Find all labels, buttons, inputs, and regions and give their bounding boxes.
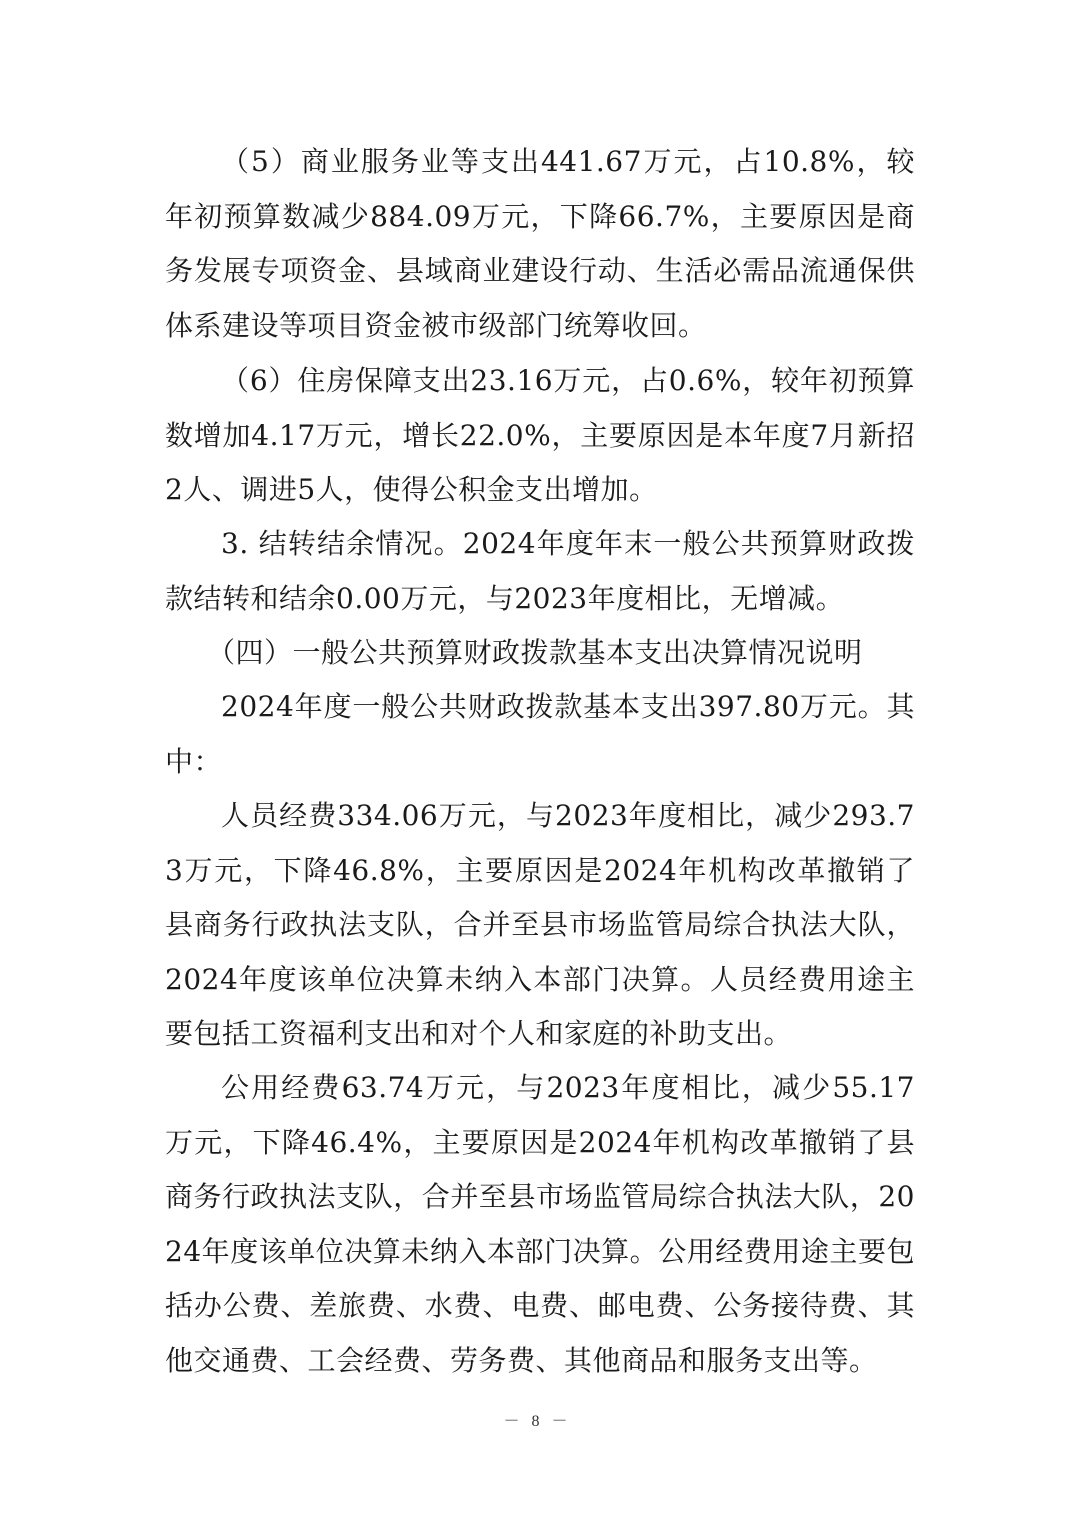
paragraph-public-expenses: 公用经费63.74万元，与2023年度相比，减少55.17万元，下降46.4%，主要原因是2024年机构改革撤销了县商务行政执法支队，合并至县市场监管局综合执法大队，2024年度该单位决算未纳入本部门决算。公用经费用途主要包括办公费、差旅费、水费、电费、邮电费、公务接待费、其他交通费、工会经费、劳务费、其他商品和服务支出等。 bbox=[165, 1071, 915, 1377]
section-heading: （四）一般公共预算财政拨款基本支出决算情况说明 bbox=[207, 636, 863, 669]
page-number: － 8 － bbox=[503, 1413, 572, 1430]
paragraph-basic-expenditure-total: 2024年度一般公共财政拨款基本支出397.80万元。其中： bbox=[165, 690, 915, 778]
paragraph-commercial-services: （5）商业服务业等支出441.67万元，占10.8%，较年初预算数减少884.09万元，下降66.7%，主要原因是商务发展专项资金、县域商业建设行动、生活必需品流通保供体系建设等项目资金被市级部门统筹收回。 bbox=[165, 145, 915, 342]
paragraph-housing-security: （6）住房保障支出23.16万元，占0.6%，较年初预算数增加4.17万元，增长22.0%，主要原因是本年度7月新招2人、调进5人，使得公积金支出增加。 bbox=[165, 364, 915, 507]
paragraph-carryover-balance: 3. 结转结余情况。2024年度年末一般公共预算财政拨款结转和结余0.00万元，与2023年度相比，无增减。 bbox=[165, 527, 915, 615]
paragraph-personnel-expenses: 人员经费334.06万元，与2023年度相比，减少293.73万元，下降46.8%，主要原因是2024年机构改革撤销了县商务行政执法支队，合并至县市场监管局综合执法大队，2024年度该单位决算未纳入本部门决算。人员经费用途主要包括工资福利支出和对个人和家庭的补助支出。 bbox=[165, 799, 915, 1051]
